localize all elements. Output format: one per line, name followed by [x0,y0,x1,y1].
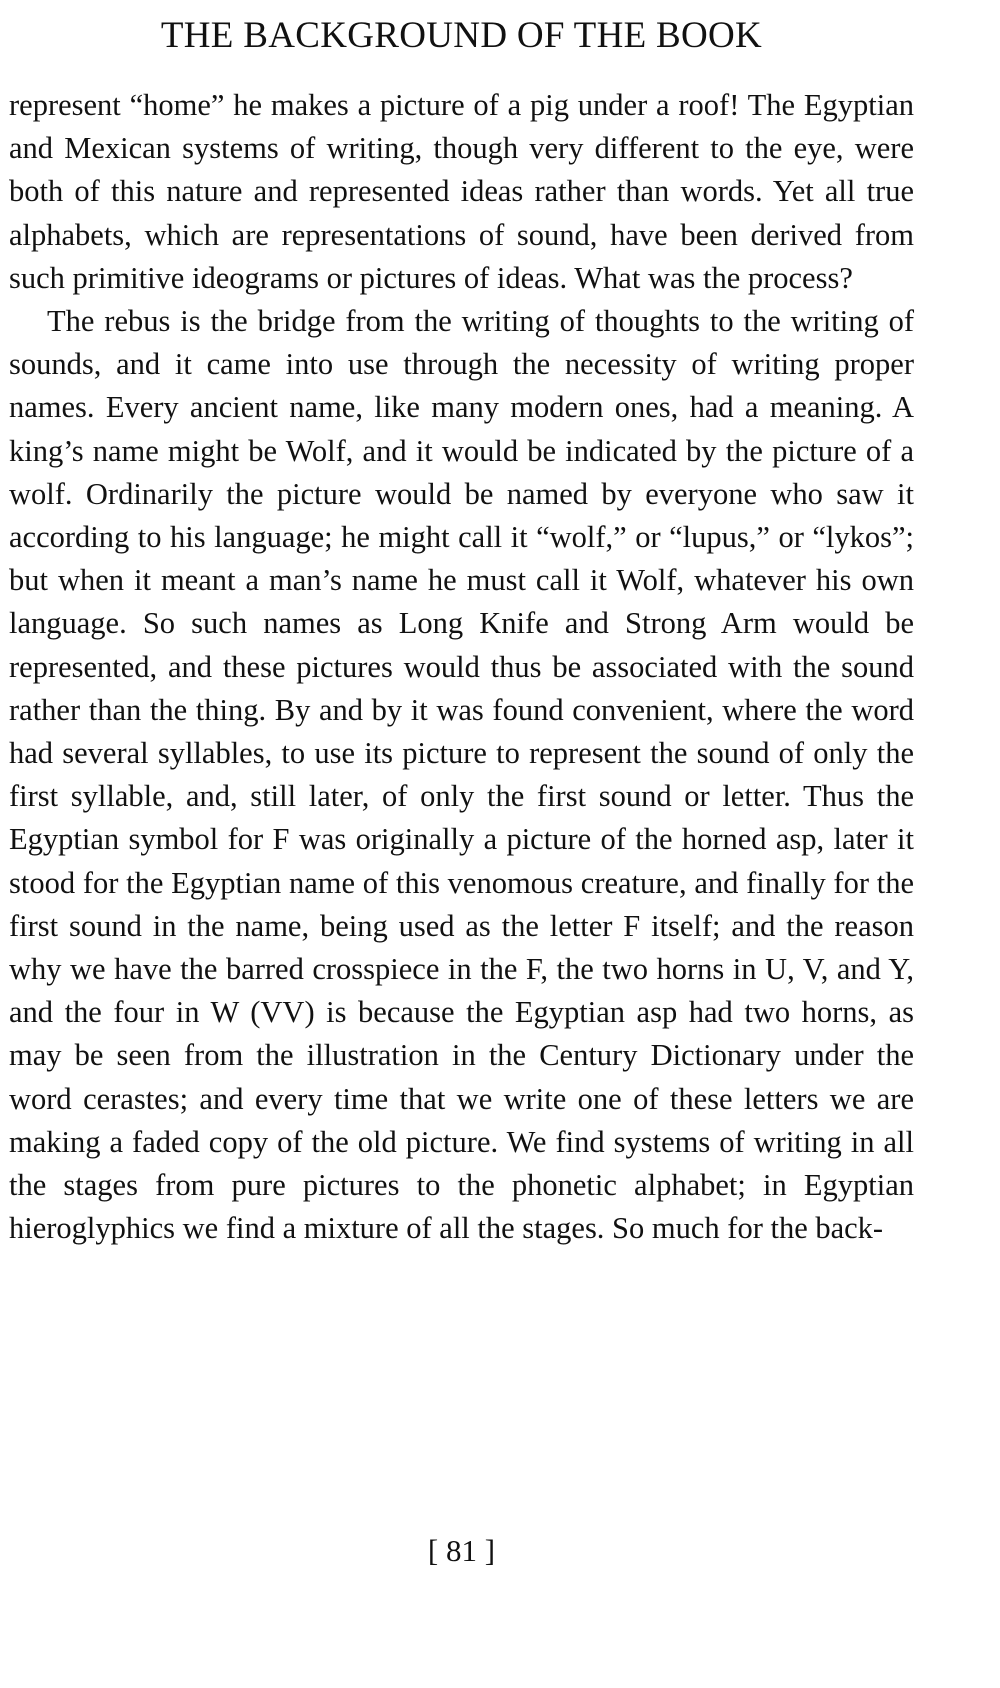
book-page [9,0,914,1688]
page-number: [ 81 ] [427,1533,496,1568]
paragraph-1: represent “home” he makes a picture of a pig under a roof! The Egyptian and Mexican systems of writing, though very different to the eye, were both of this nature and represented ideas rather than words. Yet all true alphabets, which are representations of sound, have been derived from such primitive ideograms or pictures of ideas. What was the process? [9,88,914,295]
running-head: THE BACKGROUND OF THE BOOK [160,15,763,56]
body-text [9,84,914,1250]
paragraph-2: The rebus is the bridge from the writing of thoughts to the writing of sounds, and it came into use through the necessity of writing proper names. Every ancient name, like many modern ones, had a meaning. A king’s name might be Wolf, and it would be indicated by the picture of a wolf. Ordinarily the picture would be named by everyone who saw it according to his language; he might call it “wolf,” or “lupus,” or “lykos”; but when it meant a man’s name he must call it Wolf, whatever his own language. So such names as Long Knife and Strong Arm would be represented, and these pictures would thus be associated with the sound rather than the thing. By and by it was found convenient, where the word had several syllables, to use its picture to represent the sound of only the first syllable, and, still later, of only the first sound or letter. Thus the Egyptian symbol for F was originally a picture of the horned asp, later it stood for the Egyptian name of this venomous creature, and finally for the first sound in the name, being used as the letter F itself; and the reason why we have the barred crosspiece in the F, the two horns in U, V, and Y, and the four in W (VV) is because the Egyptian asp had two horns, as may be seen from the illustration in the Century Dictionary under the word cerastes; and every time that we write one of these letters we are making a faded copy of the old picture. We find systems of writing in all the stages from pure pictures to the phonetic alphabet; in Egyptian hieroglyphics we find a mixture of all the stages. So much for the back- [9,304,914,1246]
